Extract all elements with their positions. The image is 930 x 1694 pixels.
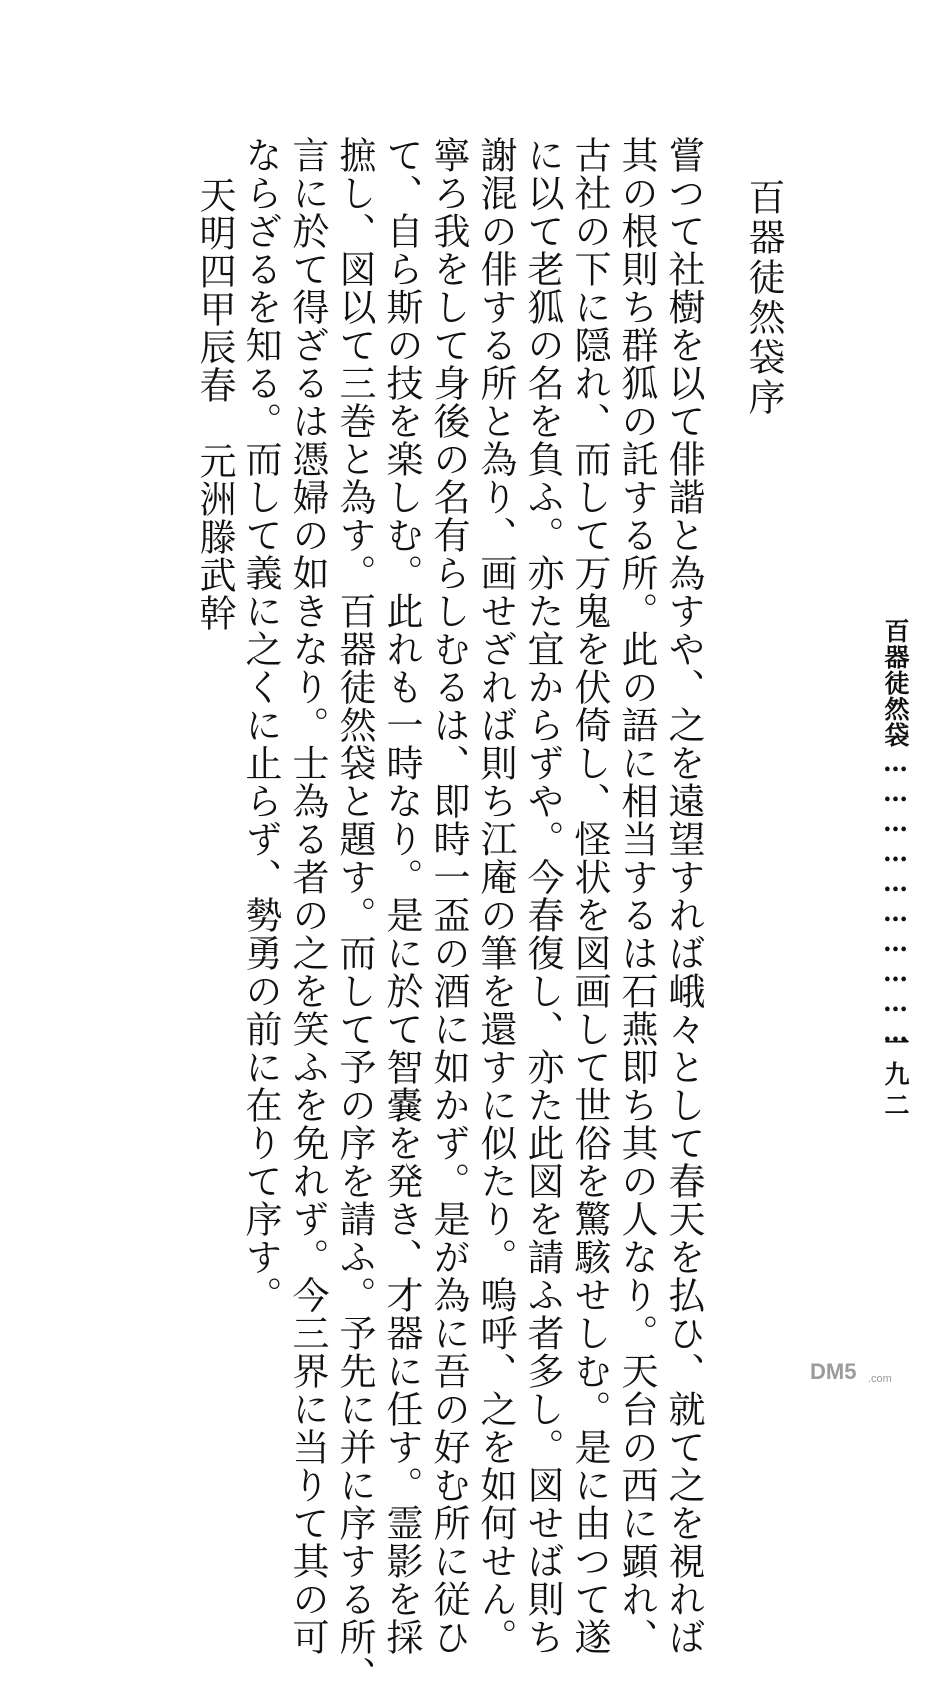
page-number: 一九二 bbox=[881, 1030, 910, 1123]
signature-line: 天明四甲辰春 元洲滕武幹 bbox=[193, 176, 236, 632]
body-line: 摭し、図以て三巻と為す。百器徒然袋と題す。而して予の序を請ふ。予先に并に序する所、 bbox=[333, 136, 376, 1694]
body-line: 古社の下に隠れ、而して万鬼を伏倚し、怪状を図画して世俗を驚駭せしむ。是に由つて遂 bbox=[568, 136, 611, 1656]
body-line: 寧ろ我をして身後の名有らしむるは、即時一盃の酒に如かず。是が為に吾の好む所に従ひ bbox=[427, 136, 470, 1656]
watermark-logo-icon bbox=[808, 1356, 916, 1386]
body-line: 其の根則ち群狐の託する所。此の語に相当するは石燕即ち其の人なり。天台の西に顕れ、 bbox=[615, 136, 658, 1656]
body-line: ならざるを知る。而して義に之くに止らず、勢勇の前に在りて序す。 bbox=[239, 136, 282, 1314]
body-line: に以て老狐の名を負ふ。亦た宜からずや。今春復し、亦た此図を請ふ者多し。図せば則ち bbox=[521, 136, 564, 1656]
watermark-suffix: .com bbox=[868, 1373, 892, 1385]
body-line: 謝混の俳する所と為り、画せざれば則ち江庵の筆を還すに似たり。嗚呼、之を如何せん。 bbox=[474, 136, 517, 1656]
preface-title: 百器徒然袋序 bbox=[742, 178, 785, 418]
running-head: 百器徒然袋………………………… bbox=[881, 618, 910, 1048]
body-line: て、自ら斯の技を楽しむ。此れも一時なり。是に於て智嚢を発き、才器に任す。霊影を採 bbox=[380, 136, 423, 1656]
body-line: 嘗つて社樹を以て俳諧と為すや、之を遠望すれば峨々として春天を払ひ、就て之を視れば bbox=[662, 136, 705, 1656]
body-line: 言に於て得ざるは憑婦の如きなり。士為る者の之を笑ふを免れず。今三界に当りて其の可 bbox=[286, 136, 329, 1656]
watermark-text: DM5 bbox=[810, 1359, 857, 1384]
